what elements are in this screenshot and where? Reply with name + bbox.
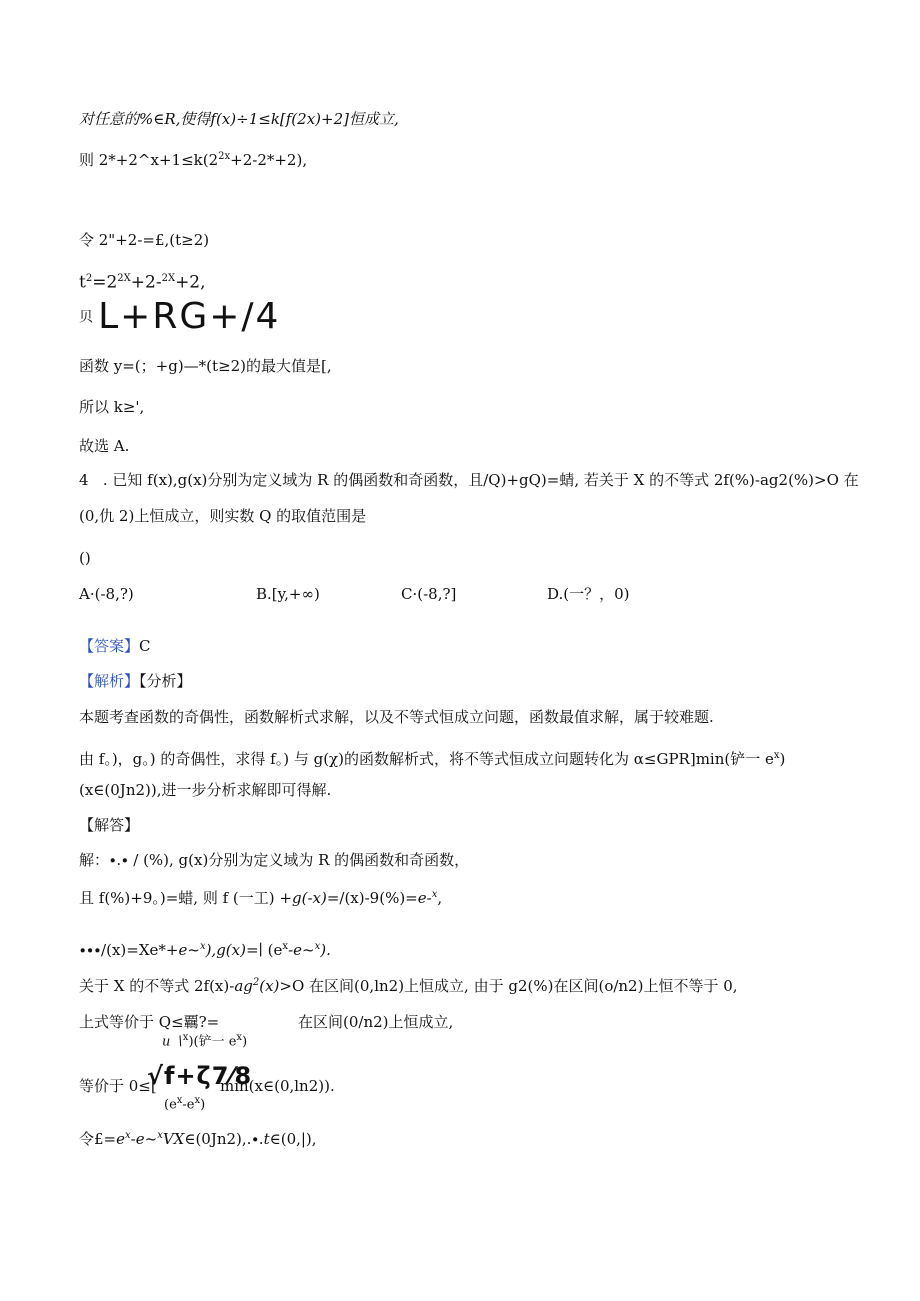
line-2-tail: +2-2*+2),	[230, 151, 308, 169]
solve-3	[79, 937, 331, 960]
line-7: 所以 k≥',	[79, 398, 145, 416]
solve-6	[79, 1076, 157, 1096]
solve-4	[79, 973, 738, 996]
s7-h: ∈(0,|),	[269, 1130, 317, 1148]
line-2	[79, 147, 307, 170]
solve-6-denominator	[164, 1093, 205, 1113]
s3-f: ).	[320, 941, 331, 959]
s4-d: >O 在区间(0,ln2)上恒成立, 由于 g2(%)在区间(o∕n2)上恒不等于 0,	[279, 977, 738, 995]
paren: ()	[79, 549, 91, 567]
l4-b: =2	[92, 272, 118, 293]
analysis-tag: 【解析】	[79, 672, 140, 690]
s5-under2: x	[182, 1032, 189, 1043]
analysis-3: (x∈(0Jn2)),进一步分析求解即可得解.	[79, 781, 332, 799]
line-6: 函数 y=(；+g)—*(t≥2)的最大值是[,	[79, 357, 332, 375]
option-c: C·(-8,?]	[401, 585, 457, 603]
s5-under4: x	[236, 1032, 243, 1043]
analysis-2	[79, 746, 785, 769]
s3-d: ∣ (e	[258, 941, 283, 959]
s3-sup2: x	[282, 941, 289, 952]
l5-prefix: 贝	[79, 309, 93, 326]
s5-under: u ∖	[162, 1034, 183, 1050]
line-4	[79, 269, 206, 293]
s4-b: ag	[234, 977, 253, 995]
answer-value: C	[139, 637, 151, 655]
l4-d: +2,	[175, 272, 206, 293]
answer-tag: 【答案】	[79, 637, 140, 655]
solve-6-big-formula: √f+ζ7⁄8	[147, 1062, 253, 1090]
s6-a: 等价于 0≤[	[79, 1077, 157, 1095]
s4-sup: 2	[252, 977, 260, 988]
s3-b: e~	[178, 941, 200, 959]
s7-f: ∈(0Jn2),.∙.	[184, 1130, 264, 1148]
s5-under5: )	[242, 1034, 248, 1050]
solve-5-denominator	[162, 1030, 247, 1050]
analysis-line	[79, 671, 192, 691]
q4-number: 4	[79, 471, 89, 489]
s2-a: 且 f(%)+9。)=蜡, 则 f (一工) +	[79, 889, 292, 907]
s7-sup2: x	[157, 1130, 163, 1141]
s2-c: =/(x)-9(%)=	[326, 889, 418, 907]
solve-tag: 【解答】	[79, 816, 140, 834]
option-b: B.[y,+∞)	[256, 585, 320, 603]
solve-6-right: min(x∈(0,ln2)).	[220, 1077, 335, 1095]
l4-sup1: 2	[85, 273, 93, 284]
l5-big-formula: L+RG+/4	[98, 296, 281, 337]
s7-b: e	[116, 1130, 126, 1148]
s7-d: e~	[135, 1130, 158, 1148]
s4-c: (x)	[259, 977, 280, 995]
answer-line	[79, 636, 151, 656]
s6-under-sup: x	[176, 1095, 183, 1106]
line-2-text: 则 2*+2^x+1≤k(2	[79, 151, 219, 169]
s7-a: 令£=	[79, 1130, 117, 1148]
s5-under3: )(铲一 e	[188, 1034, 237, 1050]
option-a: A·(-8,?)	[79, 585, 134, 603]
s3-e: -e~	[288, 941, 315, 959]
s3-sup: x	[199, 941, 206, 952]
question-4-line-1	[79, 470, 859, 490]
s6-under2: -e	[182, 1097, 195, 1113]
solve-5: 上式等价于 Q≤覊?=	[79, 1013, 220, 1031]
a2-tail: )	[779, 750, 786, 768]
s3-a: ∙∙∙/(x)=Xe*+	[79, 941, 179, 959]
s4-a: 关于 X 的不等式 2f(x)-	[79, 977, 235, 995]
l4-sup3: 2X	[161, 273, 176, 284]
s7-e: VX	[162, 1130, 185, 1148]
s7-g: t	[263, 1130, 270, 1148]
s3-c: ),g(x)=	[205, 941, 259, 959]
s7-sup: x	[125, 1130, 131, 1141]
option-d: D.(一？，0)	[547, 585, 630, 603]
line-5	[79, 296, 280, 337]
s2-e: ,	[437, 889, 443, 907]
solve-5-right: 在区间(0/n2)上恒成立,	[298, 1013, 454, 1031]
line-2-sup: 2x	[218, 151, 231, 162]
analysis-1: 本题考查函数的奇偶性，函数解析式求解，以及不等式恒成立问题，函数最值求解，属于较难题.	[79, 708, 714, 726]
s6-under-sup2: x	[194, 1095, 201, 1106]
question-4-line-2: (0,仇 2)上恒成立，则实数 Q 的取值范围是	[79, 507, 367, 525]
solve-1: 解：∙.∙ / (%), g(x)分别为定义域为 R 的偶函数和奇函数，	[79, 851, 470, 869]
l4-a: t	[79, 272, 86, 293]
a2-text: 由 f。)，g。) 的奇偶性，求得 f。) 与 g(χ)的函数解析式，将不等式恒成立问题转化为 α≤GPR]min(铲一 e	[79, 750, 774, 768]
s6-under: (e	[164, 1097, 177, 1113]
line-8: 故选 A.	[79, 437, 130, 455]
solve-2	[79, 885, 442, 908]
analysis-sub: 【分析】	[139, 672, 192, 690]
solve-7	[79, 1126, 317, 1149]
s2-sup: x	[431, 889, 438, 900]
q4-text-a: . 已知 f(x),g(x)分别为定义域为 R 的偶函数和奇函数，且/Q)+gQ)=蜻, 若关于 X 的不等式 2f(%)-ag2(%)>O 在	[102, 471, 859, 489]
line-3: 令 2"+2-=£,(t≥2)	[79, 231, 210, 249]
l4-c: +2-	[130, 272, 162, 293]
l4-sup2: 2X	[117, 273, 131, 284]
a2-sup: x	[773, 750, 780, 761]
line-1: 对任意的%∈R,使得f(x)÷1≤k[f(2x)+2]恒成立,	[79, 110, 399, 128]
s3-sup3: x	[314, 941, 321, 952]
s2-b: g(-x)	[291, 889, 327, 907]
s2-d: e-	[417, 889, 432, 907]
s7-c: -	[130, 1130, 136, 1148]
s6-under3: )	[200, 1097, 206, 1113]
